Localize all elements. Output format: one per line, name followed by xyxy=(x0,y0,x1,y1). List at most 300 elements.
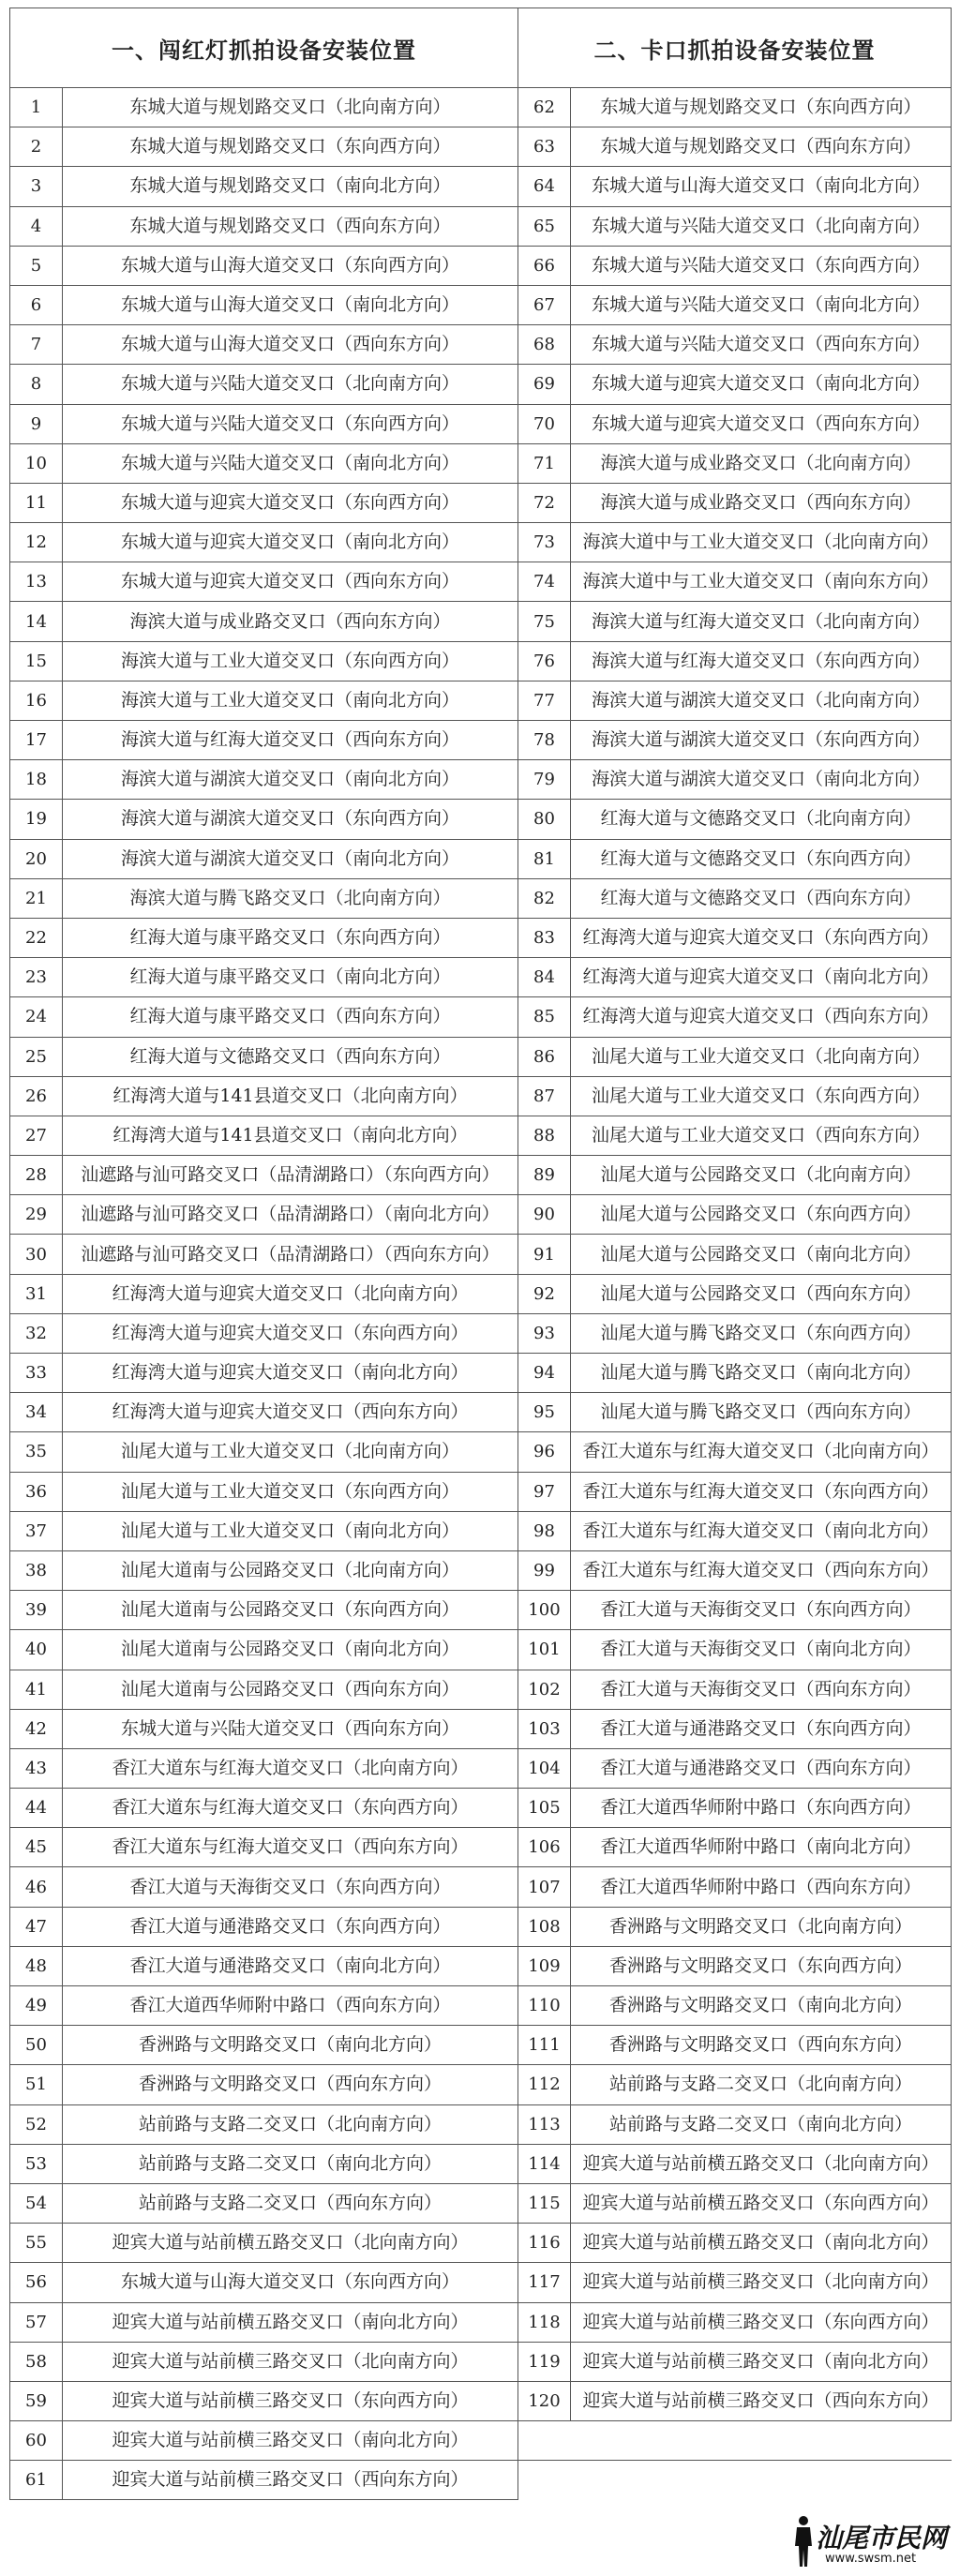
left-index-cell: 20 xyxy=(10,839,63,878)
right-location-cell: 迎宾大道与站前横五路交叉口（北向南方向） xyxy=(571,2144,952,2183)
right-location-cell: 香江大道与天海街交叉口（西向东方向） xyxy=(571,1670,952,1709)
table-row xyxy=(10,1709,952,1748)
right-location-cell: 香江大道东与红海大道交叉口（南向北方向） xyxy=(571,1511,952,1550)
left-index-cell: 14 xyxy=(10,602,63,641)
right-index-cell: 88 xyxy=(518,1116,571,1155)
right-location-cell: 东城大道与迎宾大道交叉口（西向东方向） xyxy=(571,404,952,443)
left-location-cell: 东城大道与山海大道交叉口（西向东方向） xyxy=(63,325,518,365)
right-index-cell: 111 xyxy=(518,2026,571,2065)
left-location-cell: 东城大道与兴陆大道交叉口（西向东方向） xyxy=(63,1709,518,1748)
table-row xyxy=(10,1393,952,1432)
right-index-cell: 95 xyxy=(518,1393,571,1432)
left-location-cell: 迎宾大道与站前横三路交叉口（北向南方向） xyxy=(63,2342,518,2381)
left-index-cell: 23 xyxy=(10,958,63,997)
right-location-cell: 汕尾大道与公园路交叉口（北向南方向） xyxy=(571,1156,952,1195)
watermark-site-name: 汕尾市民网 xyxy=(816,2523,948,2554)
right-location-cell: 香江大道西华师附中路口（南向北方向） xyxy=(571,1828,952,1867)
right-location-cell: 汕尾大道与腾飞路交叉口（南向北方向） xyxy=(571,1354,952,1393)
left-location-cell: 迎宾大道与站前横五路交叉口（南向北方向） xyxy=(63,2302,518,2342)
left-index-cell: 46 xyxy=(10,1867,63,1907)
right-index-cell: 76 xyxy=(518,641,571,681)
table-row xyxy=(10,2421,952,2461)
site-watermark xyxy=(793,2514,952,2570)
right-location-cell: 汕尾大道与腾飞路交叉口（东向西方向） xyxy=(571,1313,952,1353)
right-location-cell: 红海湾大道与迎宾大道交叉口（南向北方向） xyxy=(571,958,952,997)
right-index-cell: 115 xyxy=(518,2183,571,2223)
right-location-cell: 迎宾大道与站前横五路交叉口（南向北方向） xyxy=(571,2224,952,2263)
left-index-cell: 44 xyxy=(10,1789,63,1828)
left-location-cell: 红海湾大道与迎宾大道交叉口（北向南方向） xyxy=(63,1274,518,1313)
table-row xyxy=(10,1313,952,1353)
left-location-cell: 东城大道与兴陆大道交叉口（东向西方向） xyxy=(63,404,518,443)
left-location-cell: 站前路与支路二交叉口（西向东方向） xyxy=(63,2183,518,2223)
left-location-cell: 海滨大道与工业大道交叉口（南向北方向） xyxy=(63,681,518,720)
right-index-cell: 118 xyxy=(518,2302,571,2342)
right-index-cell xyxy=(518,2461,571,2500)
left-location-cell: 汕尾大道南与公园路交叉口（北向南方向） xyxy=(63,1550,518,1590)
left-index-cell: 37 xyxy=(10,1511,63,1550)
left-location-cell: 海滨大道与工业大道交叉口（东向西方向） xyxy=(63,641,518,681)
right-location-cell: 迎宾大道与站前横三路交叉口（北向南方向） xyxy=(571,2263,952,2302)
right-index-cell: 87 xyxy=(518,1076,571,1116)
table-row xyxy=(10,1076,952,1116)
header-red-light-cameras: 一、闯红灯抓拍设备安装位置 xyxy=(10,8,518,88)
camera-location-table xyxy=(9,7,952,2500)
right-location-cell: 站前路与支路二交叉口（南向北方向） xyxy=(571,2104,952,2144)
right-location-cell: 海滨大道与湖滨大道交叉口（东向西方向） xyxy=(571,721,952,760)
right-location-cell: 红海大道与文德路交叉口（东向西方向） xyxy=(571,839,952,878)
location-table-container xyxy=(9,7,951,2500)
left-location-cell: 站前路与支路二交叉口（北向南方向） xyxy=(63,2104,518,2144)
right-index-cell: 90 xyxy=(518,1195,571,1235)
right-location-cell: 海滨大道与成业路交叉口（西向东方向） xyxy=(571,483,952,522)
table-row xyxy=(10,2224,952,2263)
left-location-cell: 东城大道与兴陆大道交叉口（南向北方向） xyxy=(63,443,518,483)
right-index-cell: 107 xyxy=(518,1867,571,1907)
table-row xyxy=(10,1986,952,2026)
left-index-cell: 51 xyxy=(10,2065,63,2104)
right-location-cell: 东城大道与兴陆大道交叉口（南向北方向） xyxy=(571,285,952,324)
left-index-cell: 61 xyxy=(10,2461,63,2500)
left-location-cell: 香江大道东与红海大道交叉口（西向东方向） xyxy=(63,1828,518,1867)
right-location-cell: 海滨大道中与工业大道交叉口（南向东方向） xyxy=(571,562,952,602)
left-location-cell: 东城大道与规划路交叉口（北向南方向） xyxy=(63,88,518,127)
right-index-cell: 84 xyxy=(518,958,571,997)
left-index-cell: 33 xyxy=(10,1354,63,1393)
left-index-cell: 50 xyxy=(10,2026,63,2065)
left-index-cell: 60 xyxy=(10,2421,63,2461)
left-index-cell: 43 xyxy=(10,1748,63,1788)
table-row xyxy=(10,404,952,443)
table-row xyxy=(10,562,952,602)
table-row xyxy=(10,839,952,878)
left-index-cell: 25 xyxy=(10,1037,63,1076)
table-row xyxy=(10,88,952,127)
right-index-cell: 66 xyxy=(518,246,571,285)
right-index-cell: 104 xyxy=(518,1748,571,1788)
left-location-cell: 汕尾大道南与公园路交叉口（南向北方向） xyxy=(63,1630,518,1670)
left-index-cell: 55 xyxy=(10,2224,63,2263)
right-index-cell: 105 xyxy=(518,1789,571,1828)
table-row xyxy=(10,1591,952,1630)
table-row xyxy=(10,1432,952,1472)
right-location-cell: 香江大道与通港路交叉口（西向东方向） xyxy=(571,1748,952,1788)
right-index-cell: 97 xyxy=(518,1472,571,1511)
left-location-cell: 红海湾大道与迎宾大道交叉口（西向东方向） xyxy=(63,1393,518,1432)
left-index-cell: 29 xyxy=(10,1195,63,1235)
watermark-url: www.swsm.net xyxy=(825,2552,917,2566)
left-location-cell: 汕遮路与汕可路交叉口（品清湖路口）（西向东方向） xyxy=(63,1235,518,1274)
left-index-cell: 5 xyxy=(10,246,63,285)
table-row xyxy=(10,523,952,562)
left-location-cell: 东城大道与迎宾大道交叉口（东向西方向） xyxy=(63,483,518,522)
table-row xyxy=(10,2342,952,2381)
left-index-cell: 28 xyxy=(10,1156,63,1195)
right-index-cell: 100 xyxy=(518,1591,571,1630)
right-index-cell: 73 xyxy=(518,523,571,562)
left-location-cell: 红海大道与康平路交叉口（南向北方向） xyxy=(63,958,518,997)
left-index-cell: 42 xyxy=(10,1709,63,1748)
right-index-cell: 82 xyxy=(518,878,571,918)
right-location-cell: 迎宾大道与站前横五路交叉口（东向西方向） xyxy=(571,2183,952,2223)
left-index-cell: 49 xyxy=(10,1986,63,2026)
right-location-cell: 汕尾大道与公园路交叉口（西向东方向） xyxy=(571,1274,952,1313)
left-index-cell: 8 xyxy=(10,365,63,404)
right-index-cell: 79 xyxy=(518,760,571,800)
right-location-cell: 香江大道东与红海大道交叉口（东向西方向） xyxy=(571,1472,952,1511)
table-row xyxy=(10,1511,952,1550)
right-index-cell: 108 xyxy=(518,1907,571,1946)
right-location-cell: 香洲路与文明路交叉口（南向北方向） xyxy=(571,1986,952,2026)
table-row xyxy=(10,1789,952,1828)
table-row xyxy=(10,2065,952,2104)
right-index-cell: 99 xyxy=(518,1550,571,1590)
right-index-cell: 113 xyxy=(518,2104,571,2144)
right-location-cell: 海滨大道与湖滨大道交叉口（北向南方向） xyxy=(571,681,952,720)
left-location-cell: 香江大道东与红海大道交叉口（北向南方向） xyxy=(63,1748,518,1788)
left-index-cell: 47 xyxy=(10,1907,63,1946)
left-location-cell: 红海湾大道与141县道交叉口（北向南方向） xyxy=(63,1076,518,1116)
table-row xyxy=(10,443,952,483)
right-index-cell: 102 xyxy=(518,1670,571,1709)
right-index-cell: 117 xyxy=(518,2263,571,2302)
left-location-cell: 东城大道与山海大道交叉口（东向西方向） xyxy=(63,246,518,285)
left-index-cell: 18 xyxy=(10,760,63,800)
left-index-cell: 58 xyxy=(10,2342,63,2381)
right-index-cell: 81 xyxy=(518,839,571,878)
right-location-cell: 东城大道与兴陆大道交叉口（东向西方向） xyxy=(571,246,952,285)
right-location-cell: 香江大道与通港路交叉口（东向西方向） xyxy=(571,1709,952,1748)
right-location-cell: 迎宾大道与站前横三路交叉口（东向西方向） xyxy=(571,2302,952,2342)
table-row xyxy=(10,1116,952,1155)
left-index-cell: 22 xyxy=(10,918,63,957)
left-index-cell: 48 xyxy=(10,1946,63,1985)
right-index-cell: 83 xyxy=(518,918,571,957)
left-location-cell: 站前路与支路二交叉口（南向北方向） xyxy=(63,2144,518,2183)
left-index-cell: 35 xyxy=(10,1432,63,1472)
right-index-cell: 98 xyxy=(518,1511,571,1550)
table-row xyxy=(10,1748,952,1788)
right-location-cell: 香江大道西华师附中路口（西向东方向） xyxy=(571,1867,952,1907)
left-index-cell: 3 xyxy=(10,167,63,206)
table-row xyxy=(10,2144,952,2183)
table-row xyxy=(10,1670,952,1709)
right-location-cell: 汕尾大道与腾飞路交叉口（西向东方向） xyxy=(571,1393,952,1432)
left-index-cell: 32 xyxy=(10,1313,63,1353)
table-row xyxy=(10,918,952,957)
right-location-cell: 迎宾大道与站前横三路交叉口（西向东方向） xyxy=(571,2381,952,2420)
left-location-cell: 迎宾大道与站前横三路交叉口（东向西方向） xyxy=(63,2381,518,2420)
left-location-cell: 海滨大道与红海大道交叉口（西向东方向） xyxy=(63,721,518,760)
right-location-cell: 海滨大道与红海大道交叉口（东向西方向） xyxy=(571,641,952,681)
right-index-cell: 112 xyxy=(518,2065,571,2104)
right-location-cell: 海滨大道与湖滨大道交叉口（南向北方向） xyxy=(571,760,952,800)
left-location-cell: 汕尾大道与工业大道交叉口（东向西方向） xyxy=(63,1472,518,1511)
right-index-cell: 94 xyxy=(518,1354,571,1393)
left-index-cell: 30 xyxy=(10,1235,63,1274)
left-index-cell: 53 xyxy=(10,2144,63,2183)
table-row xyxy=(10,2461,952,2500)
table-row xyxy=(10,365,952,404)
table-row xyxy=(10,1630,952,1670)
table-row xyxy=(10,325,952,365)
right-location-cell: 汕尾大道与公园路交叉口（东向西方向） xyxy=(571,1195,952,1235)
left-location-cell: 香江大道西华师附中路口（西向东方向） xyxy=(63,1986,518,2026)
right-index-cell: 74 xyxy=(518,562,571,602)
right-location-cell: 海滨大道中与工业大道交叉口（北向南方向） xyxy=(571,523,952,562)
right-location-cell: 红海湾大道与迎宾大道交叉口（东向西方向） xyxy=(571,918,952,957)
left-index-cell: 21 xyxy=(10,878,63,918)
left-location-cell: 迎宾大道与站前横三路交叉口（南向北方向） xyxy=(63,2421,518,2461)
left-location-cell: 东城大道与山海大道交叉口（南向北方向） xyxy=(63,285,518,324)
right-index-cell: 64 xyxy=(518,167,571,206)
right-location-cell: 香江大道西华师附中路口（东向西方向） xyxy=(571,1789,952,1828)
table-row xyxy=(10,721,952,760)
left-location-cell: 海滨大道与成业路交叉口（西向东方向） xyxy=(63,602,518,641)
right-index-cell: 68 xyxy=(518,325,571,365)
right-index-cell: 110 xyxy=(518,1986,571,2026)
table-row xyxy=(10,1867,952,1907)
left-location-cell: 汕尾大道与工业大道交叉口（南向北方向） xyxy=(63,1511,518,1550)
right-index-cell: 119 xyxy=(518,2342,571,2381)
table-row xyxy=(10,1195,952,1235)
left-index-cell: 4 xyxy=(10,206,63,246)
left-index-cell: 10 xyxy=(10,443,63,483)
left-index-cell: 52 xyxy=(10,2104,63,2144)
left-index-cell: 11 xyxy=(10,483,63,522)
right-index-cell: 80 xyxy=(518,800,571,839)
table-row xyxy=(10,2026,952,2065)
left-location-cell: 汕尾大道南与公园路交叉口（东向西方向） xyxy=(63,1591,518,1630)
left-location-cell: 东城大道与迎宾大道交叉口（南向北方向） xyxy=(63,523,518,562)
table-row xyxy=(10,1235,952,1274)
table-row xyxy=(10,285,952,324)
right-index-cell: 77 xyxy=(518,681,571,720)
right-location-cell xyxy=(571,2421,952,2461)
right-location-cell: 汕尾大道与工业大道交叉口（西向东方向） xyxy=(571,1116,952,1155)
right-index-cell: 96 xyxy=(518,1432,571,1472)
left-index-cell: 57 xyxy=(10,2302,63,2342)
right-location-cell: 香洲路与文明路交叉口（西向东方向） xyxy=(571,2026,952,2065)
table-row xyxy=(10,1828,952,1867)
table-row xyxy=(10,167,952,206)
right-index-cell: 85 xyxy=(518,997,571,1037)
right-location-cell xyxy=(571,2461,952,2500)
left-location-cell: 汕尾大道与工业大道交叉口（北向南方向） xyxy=(63,1432,518,1472)
right-location-cell: 香江大道与天海街交叉口（南向北方向） xyxy=(571,1630,952,1670)
table-row xyxy=(10,997,952,1037)
right-location-cell: 汕尾大道与工业大道交叉口（东向西方向） xyxy=(571,1076,952,1116)
table-row xyxy=(10,206,952,246)
left-location-cell: 东城大道与规划路交叉口（西向东方向） xyxy=(63,206,518,246)
right-index-cell: 75 xyxy=(518,602,571,641)
right-location-cell: 香江大道东与红海大道交叉口（西向东方向） xyxy=(571,1550,952,1590)
table-row xyxy=(10,1037,952,1076)
table-row xyxy=(10,602,952,641)
header-checkpoint-cameras: 二、卡口抓拍设备安装位置 xyxy=(518,8,952,88)
left-location-cell: 东城大道与兴陆大道交叉口（北向南方向） xyxy=(63,365,518,404)
left-location-cell: 红海大道与文德路交叉口（西向东方向） xyxy=(63,1037,518,1076)
right-index-cell: 62 xyxy=(518,88,571,127)
right-index-cell: 93 xyxy=(518,1313,571,1353)
right-index-cell: 109 xyxy=(518,1946,571,1985)
right-index-cell: 101 xyxy=(518,1630,571,1670)
left-index-cell: 31 xyxy=(10,1274,63,1313)
left-location-cell: 红海湾大道与141县道交叉口（南向北方向） xyxy=(63,1116,518,1155)
table-row xyxy=(10,1472,952,1511)
left-index-cell: 13 xyxy=(10,562,63,602)
right-location-cell: 东城大道与迎宾大道交叉口（南向北方向） xyxy=(571,365,952,404)
right-index-cell: 89 xyxy=(518,1156,571,1195)
left-location-cell: 香洲路与文明路交叉口（西向东方向） xyxy=(63,2065,518,2104)
table-row xyxy=(10,2183,952,2223)
table-row xyxy=(10,681,952,720)
right-location-cell: 香洲路与文明路交叉口（东向西方向） xyxy=(571,1946,952,1985)
left-index-cell: 26 xyxy=(10,1076,63,1116)
table-row xyxy=(10,1907,952,1946)
right-location-cell: 迎宾大道与站前横三路交叉口（南向北方向） xyxy=(571,2342,952,2381)
right-location-cell: 红海大道与文德路交叉口（西向东方向） xyxy=(571,878,952,918)
left-index-cell: 7 xyxy=(10,325,63,365)
left-index-cell: 24 xyxy=(10,997,63,1037)
right-index-cell: 116 xyxy=(518,2224,571,2263)
right-location-cell: 红海湾大道与迎宾大道交叉口（西向东方向） xyxy=(571,997,952,1037)
left-location-cell: 红海大道与康平路交叉口（西向东方向） xyxy=(63,997,518,1037)
table-row xyxy=(10,246,952,285)
left-location-cell: 汕遮路与汕可路交叉口（品清湖路口）（南向北方向） xyxy=(63,1195,518,1235)
right-location-cell: 东城大道与兴陆大道交叉口（北向南方向） xyxy=(571,206,952,246)
right-index-cell: 71 xyxy=(518,443,571,483)
left-index-cell: 34 xyxy=(10,1393,63,1432)
left-index-cell: 2 xyxy=(10,127,63,167)
table-row xyxy=(10,958,952,997)
table-body xyxy=(10,88,952,2500)
left-location-cell: 迎宾大道与站前横五路交叉口（北向南方向） xyxy=(63,2224,518,2263)
right-location-cell: 海滨大道与红海大道交叉口（北向南方向） xyxy=(571,602,952,641)
left-index-cell: 39 xyxy=(10,1591,63,1630)
table-row xyxy=(10,1274,952,1313)
right-index-cell: 67 xyxy=(518,285,571,324)
right-index-cell: 65 xyxy=(518,206,571,246)
table-row xyxy=(10,800,952,839)
right-location-cell: 东城大道与山海大道交叉口（南向北方向） xyxy=(571,167,952,206)
left-location-cell: 海滨大道与腾飞路交叉口（北向南方向） xyxy=(63,878,518,918)
left-index-cell: 27 xyxy=(10,1116,63,1155)
right-index-cell: 92 xyxy=(518,1274,571,1313)
right-location-cell: 红海大道与文德路交叉口（北向南方向） xyxy=(571,800,952,839)
left-location-cell: 香洲路与文明路交叉口（南向北方向） xyxy=(63,2026,518,2065)
right-index-cell xyxy=(518,2421,571,2461)
table-header-row xyxy=(10,8,952,88)
right-index-cell: 106 xyxy=(518,1828,571,1867)
left-location-cell: 东城大道与规划路交叉口（东向西方向） xyxy=(63,127,518,167)
table-row xyxy=(10,2381,952,2420)
left-index-cell: 16 xyxy=(10,681,63,720)
right-location-cell: 东城大道与规划路交叉口（西向东方向） xyxy=(571,127,952,167)
left-index-cell: 40 xyxy=(10,1630,63,1670)
left-index-cell: 19 xyxy=(10,800,63,839)
right-location-cell: 汕尾大道与公园路交叉口（南向北方向） xyxy=(571,1235,952,1274)
table-row xyxy=(10,483,952,522)
right-index-cell: 91 xyxy=(518,1235,571,1274)
left-location-cell: 红海湾大道与迎宾大道交叉口（东向西方向） xyxy=(63,1313,518,1353)
left-location-cell: 海滨大道与湖滨大道交叉口（东向西方向） xyxy=(63,800,518,839)
left-location-cell: 汕尾大道南与公园路交叉口（西向东方向） xyxy=(63,1670,518,1709)
left-location-cell: 红海湾大道与迎宾大道交叉口（南向北方向） xyxy=(63,1354,518,1393)
left-index-cell: 41 xyxy=(10,1670,63,1709)
right-location-cell: 香洲路与文明路交叉口（北向南方向） xyxy=(571,1907,952,1946)
left-index-cell: 45 xyxy=(10,1828,63,1867)
table-row xyxy=(10,2302,952,2342)
right-index-cell: 120 xyxy=(518,2381,571,2420)
table-row xyxy=(10,127,952,167)
table-row xyxy=(10,760,952,800)
right-location-cell: 汕尾大道与工业大道交叉口（北向南方向） xyxy=(571,1037,952,1076)
left-location-cell: 海滨大道与湖滨大道交叉口（南向北方向） xyxy=(63,760,518,800)
left-index-cell: 54 xyxy=(10,2183,63,2223)
table-row xyxy=(10,2263,952,2302)
left-location-cell: 香江大道与通港路交叉口（南向北方向） xyxy=(63,1946,518,1985)
left-index-cell: 36 xyxy=(10,1472,63,1511)
table-row xyxy=(10,878,952,918)
right-index-cell: 72 xyxy=(518,483,571,522)
person-silhouette-icon xyxy=(793,2514,814,2569)
right-location-cell: 香江大道与天海街交叉口（东向西方向） xyxy=(571,1591,952,1630)
right-index-cell: 78 xyxy=(518,721,571,760)
left-location-cell: 香江大道东与红海大道交叉口（东向西方向） xyxy=(63,1789,518,1828)
left-index-cell: 15 xyxy=(10,641,63,681)
right-index-cell: 86 xyxy=(518,1037,571,1076)
right-index-cell: 114 xyxy=(518,2144,571,2183)
left-index-cell: 12 xyxy=(10,523,63,562)
right-index-cell: 69 xyxy=(518,365,571,404)
left-location-cell: 东城大道与山海大道交叉口（东向西方向） xyxy=(63,2263,518,2302)
left-index-cell: 6 xyxy=(10,285,63,324)
right-location-cell: 东城大道与规划路交叉口（东向西方向） xyxy=(571,88,952,127)
table-row xyxy=(10,2104,952,2144)
left-index-cell: 9 xyxy=(10,404,63,443)
left-location-cell: 东城大道与规划路交叉口（南向北方向） xyxy=(63,167,518,206)
right-location-cell: 站前路与支路二交叉口（北向南方向） xyxy=(571,2065,952,2104)
right-index-cell: 63 xyxy=(518,127,571,167)
left-location-cell: 海滨大道与湖滨大道交叉口（南向北方向） xyxy=(63,839,518,878)
right-location-cell: 香江大道东与红海大道交叉口（北向南方向） xyxy=(571,1432,952,1472)
table-row xyxy=(10,1550,952,1590)
right-location-cell: 海滨大道与成业路交叉口（北向南方向） xyxy=(571,443,952,483)
table-row xyxy=(10,1354,952,1393)
right-location-cell: 东城大道与兴陆大道交叉口（西向东方向） xyxy=(571,325,952,365)
right-index-cell: 103 xyxy=(518,1709,571,1748)
